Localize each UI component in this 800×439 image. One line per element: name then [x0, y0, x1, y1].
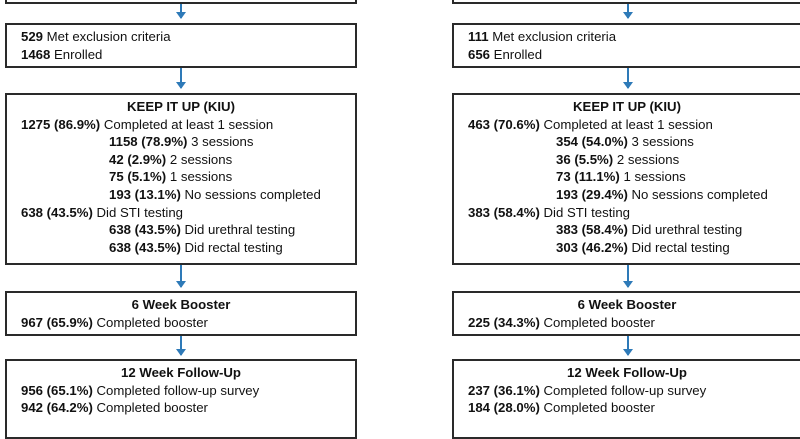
- followup-line: 237 (36.1%) Completed follow-up survey: [468, 382, 707, 398]
- kiu-line: 193 (29.4%) No sessions completed: [556, 186, 768, 202]
- kiu-line: 638 (43.5%) Did urethral testing: [109, 222, 296, 238]
- left-arrow-1: [180, 4, 182, 18]
- right-arrow-4: [627, 336, 629, 355]
- followup-line: 184 (28.0%) Completed booster: [468, 400, 655, 416]
- exclusion-line: 529 Met exclusion criteria: [21, 29, 171, 44]
- right-followup-box: [452, 359, 800, 439]
- kiu-line: 193 (13.1%) No sessions completed: [109, 186, 321, 202]
- booster-line: 225 (34.3%) Completed booster: [468, 314, 655, 330]
- kiu-line: 73 (11.1%) 1 sessions: [556, 169, 686, 185]
- left-followup-box: [5, 359, 357, 439]
- kiu-line: 1158 (78.9%) 3 sessions: [109, 134, 254, 150]
- kiu-line: 1275 (86.9%) Completed at least 1 session: [21, 116, 274, 132]
- kiu-line: 383 (58.4%) Did urethral testing: [556, 222, 743, 238]
- kiu-line: 383 (58.4%) Did STI testing: [468, 204, 630, 220]
- kiu-line: 354 (54.0%) 3 sessions: [556, 134, 694, 150]
- booster-title: 6 Week Booster: [131, 297, 231, 312]
- right-exclusion-box: [452, 23, 800, 68]
- exclusion-line: 111 Met exclusion criteria: [468, 29, 617, 44]
- left-kiu-box: [5, 93, 357, 265]
- kiu-line: 75 (5.1%) 1 sessions: [109, 169, 233, 185]
- right-booster-box: [452, 291, 800, 336]
- enrolled-line: 656 Enrolled: [468, 46, 543, 62]
- left-arrow-2: [180, 68, 182, 88]
- enrolled-line: 1468 Enrolled: [21, 46, 103, 62]
- left-exclusion-box: [5, 23, 357, 68]
- kiu-line: 463 (70.6%) Completed at least 1 session: [468, 116, 713, 132]
- left-booster-box: [5, 291, 357, 336]
- booster-line: 967 (65.9%) Completed booster: [21, 314, 208, 330]
- left-arrow-4: [180, 336, 182, 355]
- right-kiu-box: [452, 93, 800, 265]
- kiu-line: 638 (43.5%) Did rectal testing: [109, 239, 283, 255]
- right-arrow-2: [627, 68, 629, 88]
- followup-title: 12 Week Follow-Up: [121, 365, 241, 380]
- followup-line: 956 (65.1%) Completed follow-up survey: [21, 382, 260, 398]
- followup-line: 942 (64.2%) Completed booster: [21, 400, 208, 416]
- kiu-line: 36 (5.5%) 2 sessions: [556, 151, 680, 167]
- kiu-title: KEEP IT UP (KIU): [573, 99, 681, 114]
- right-arrow-1: [627, 4, 629, 18]
- kiu-title: KEEP IT UP (KIU): [127, 99, 235, 114]
- followup-title: 12 Week Follow-Up: [567, 365, 687, 380]
- kiu-line: 638 (43.5%) Did STI testing: [21, 204, 183, 220]
- right-top-box: [452, 0, 800, 4]
- kiu-line: 303 (46.2%) Did rectal testing: [556, 239, 730, 255]
- left-arrow-3: [180, 265, 182, 287]
- right-arrow-3: [627, 265, 629, 287]
- booster-title: 6 Week Booster: [577, 297, 677, 312]
- kiu-line: 42 (2.9%) 2 sessions: [109, 151, 233, 167]
